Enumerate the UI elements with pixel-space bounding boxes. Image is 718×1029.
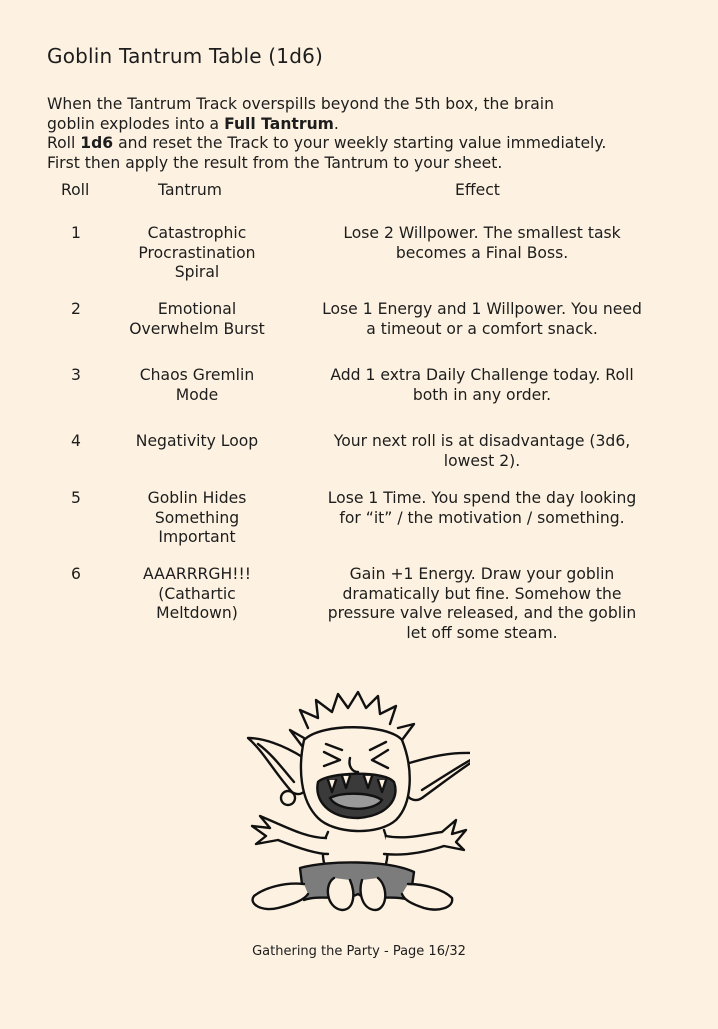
intro-line (47, 134, 687, 154)
tantrum-line: Mode (175, 385, 219, 404)
effect-line: Lose 1 Time. You spend the day looking (327, 489, 637, 507)
tantrum-line: Overwhelm Burst (129, 319, 265, 338)
screaming-goblin-icon (238, 688, 470, 916)
tantrum-line: Something (154, 508, 240, 527)
intro-line-text: . (333, 114, 339, 133)
tantrum-cell (106, 565, 288, 624)
intro-line (47, 154, 687, 174)
effect-line: Lose 2 Willpower. The smallest task (343, 224, 621, 242)
effect-cell (298, 300, 666, 339)
effect-line: Lose 1 Energy and 1 Willpower. You need (322, 300, 642, 318)
page-title: Goblin Tantrum Table (1d6) (47, 44, 324, 68)
column-header-tantrum: Tantrum (158, 181, 222, 199)
tantrum-line: Emotional (157, 300, 237, 318)
roll-cell: 6 (71, 565, 81, 583)
tantrum-line: (Cathartic (158, 584, 236, 603)
tantrum-line: Negativity Loop (135, 432, 259, 450)
tantrum-line: Meltdown) (156, 604, 238, 622)
roll-cell: 1 (71, 224, 81, 242)
intro-line-text: Roll (47, 134, 81, 152)
column-header-effect: Effect (455, 181, 500, 199)
roll-cell: 4 (71, 432, 81, 450)
page-footer: Gathering the Party - Page 16/32 (252, 944, 466, 959)
intro-line (47, 95, 687, 115)
column-header-roll: Roll (61, 181, 90, 199)
tantrum-cell (106, 300, 288, 339)
effect-line: becomes a Final Boss. (395, 243, 569, 262)
tantrum-line: Goblin Hides (147, 489, 247, 507)
effect-cell (298, 565, 666, 643)
intro-line-text: First then apply the result from the Tantrum to your sheet. (47, 153, 503, 172)
tantrum-cell (106, 432, 288, 452)
roll-cell: 5 (71, 489, 81, 507)
effect-line: pressure valve released, and the goblin (327, 604, 637, 622)
effect-line: let off some steam. (406, 623, 558, 642)
tantrum-cell (106, 489, 288, 548)
effect-line: lowest 2). (443, 451, 521, 470)
effect-line: for “it” / the motivation / something. (339, 508, 625, 527)
tantrum-line: Procrastination (138, 243, 256, 262)
effect-line: both in any order. (412, 385, 552, 404)
effect-line: Add 1 extra Daily Challenge today. Roll (330, 366, 634, 384)
intro-line (47, 115, 687, 135)
tantrum-line: Catastrophic (147, 224, 247, 242)
tantrum-line: AAARRRGH!!! (143, 565, 251, 583)
effect-cell (298, 366, 666, 405)
effect-line: Gain +1 Energy. Draw your goblin (349, 565, 615, 583)
tantrum-cell (106, 366, 288, 405)
intro-line-text: goblin explodes into a (47, 114, 225, 133)
effect-line: Your next roll is at disadvantage (3d6, (333, 432, 631, 450)
full-tantrum-emphasis: Full Tantrum (224, 114, 334, 133)
roll-cell: 2 (71, 300, 81, 318)
dice-emphasis: 1d6 (80, 134, 114, 152)
effect-cell (298, 489, 666, 528)
effect-cell (298, 432, 666, 471)
effect-cell (298, 224, 666, 263)
tantrum-line: Chaos Gremlin (139, 366, 255, 384)
intro-line-text: and reset the Track to your weekly starting value immediately. (113, 134, 607, 152)
tantrum-line: Spiral (174, 263, 220, 281)
roll-cell: 3 (71, 366, 81, 384)
intro-line-text: When the Tantrum Track overspills beyond the 5th box, the brain (47, 95, 555, 113)
effect-line: a timeout or a comfort snack. (366, 319, 598, 338)
tantrum-cell (106, 224, 288, 283)
intro-text (47, 95, 687, 173)
effect-line: dramatically but fine. Somehow the (342, 584, 622, 603)
tantrum-line: Important (158, 528, 236, 546)
